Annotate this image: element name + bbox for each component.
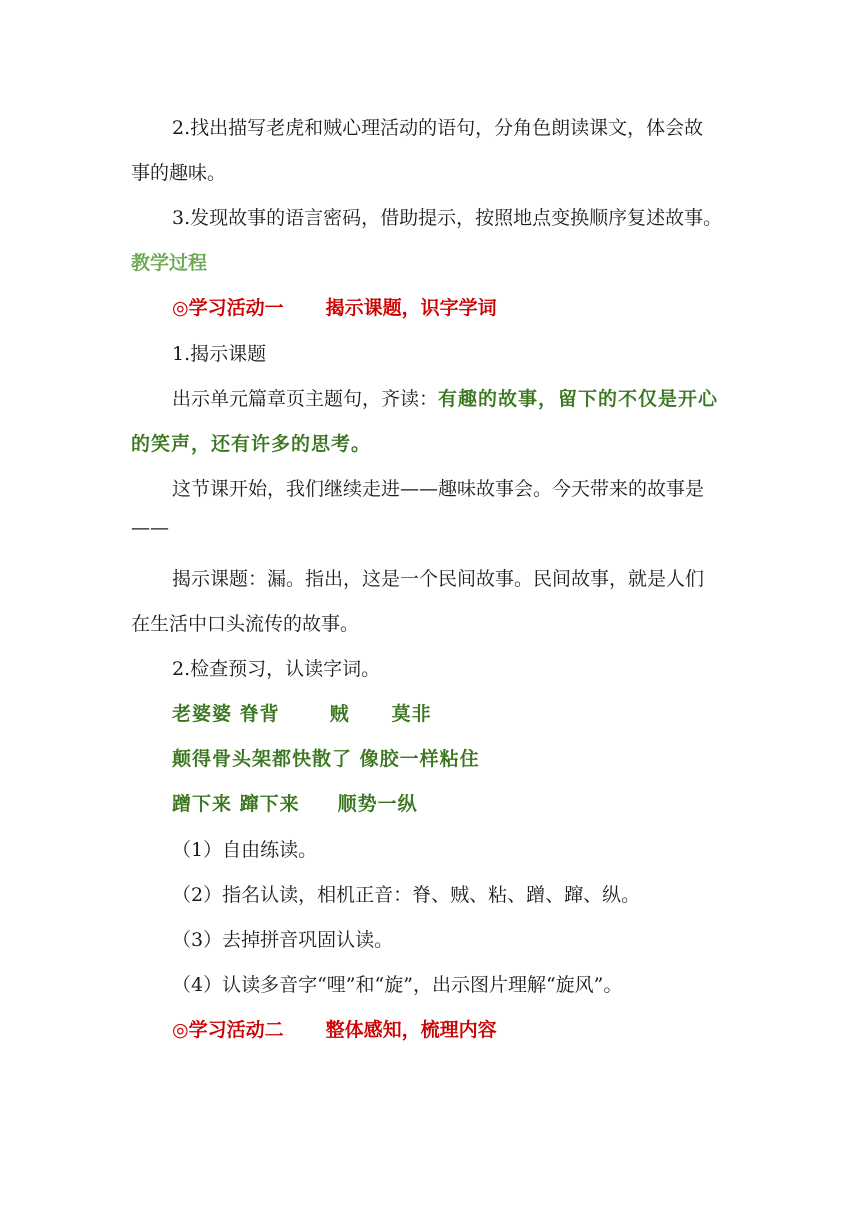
sub-step-3: （3）去掉拼音巩固认读。 — [172, 929, 394, 951]
reveal-line-1: 揭示课题：漏。指出，这是一个民间故事。民间故事，就是人们 — [172, 568, 705, 590]
objective-2-line-1: 2.找出描写老虎和贼心理活动的语句，分角色朗读课文，体会故 — [172, 117, 704, 139]
activity-one-label: ◎学习活动一 — [172, 297, 284, 319]
objective-3: 3.发现故事的语言密码，借助提示，按照地点变换顺序复述故事。 — [172, 207, 723, 229]
activity-one-title: 揭示课题，识字学词 — [325, 297, 497, 319]
step-1-title: 1.揭示课题 — [172, 343, 267, 365]
section-title: 教学过程 — [131, 252, 208, 274]
activity-two-heading — [172, 1018, 497, 1042]
objective-2-line-2: 事的趣味。 — [131, 162, 227, 184]
transition-line-1: 这节课开始，我们继续走进——趣味故事会。今天带来的故事是 — [172, 478, 705, 500]
activity-one-heading — [172, 296, 497, 320]
reveal-line-2: 在生活中口头流传的故事。 — [131, 613, 360, 635]
word-group: 莫非 — [391, 703, 432, 725]
word-row-3 — [172, 792, 418, 816]
word-group: 蹭下来 蹿下来 — [172, 793, 300, 815]
word-group: 颠得骨头架都快散了 像胶一样粘住 — [172, 748, 480, 770]
activity-two-label: ◎学习活动二 — [172, 1019, 284, 1041]
word-group: 贼 — [329, 703, 350, 725]
word-row-1 — [172, 702, 432, 726]
step-2-title: 2.检查预习，认读字词。 — [172, 658, 381, 680]
quote-line-2: 的笑声，还有许多的思考。 — [131, 433, 372, 455]
word-group: 老婆婆 脊背 — [172, 703, 280, 725]
sub-step-4: （4）认读多音字“哩”和“旋”，出示图片理解“旋风”。 — [172, 974, 623, 996]
transition-line-2: —— — [131, 517, 169, 539]
sub-step-2: （2）指名认读，相机正音：脊、贼、粘、蹭、蹿、纵。 — [172, 884, 641, 906]
word-group: 顺势一纵 — [337, 793, 418, 815]
quote-line-1: 有趣的故事，留下的不仅是开心 — [438, 388, 719, 410]
sub-step-1: （1）自由练读。 — [172, 839, 318, 861]
word-row-2 — [172, 747, 480, 771]
step-1-intro — [172, 387, 718, 411]
activity-two-title: 整体感知，梳理内容 — [325, 1019, 497, 1041]
intro-prefix: 出示单元篇章页主题句，齐读： — [172, 388, 439, 410]
